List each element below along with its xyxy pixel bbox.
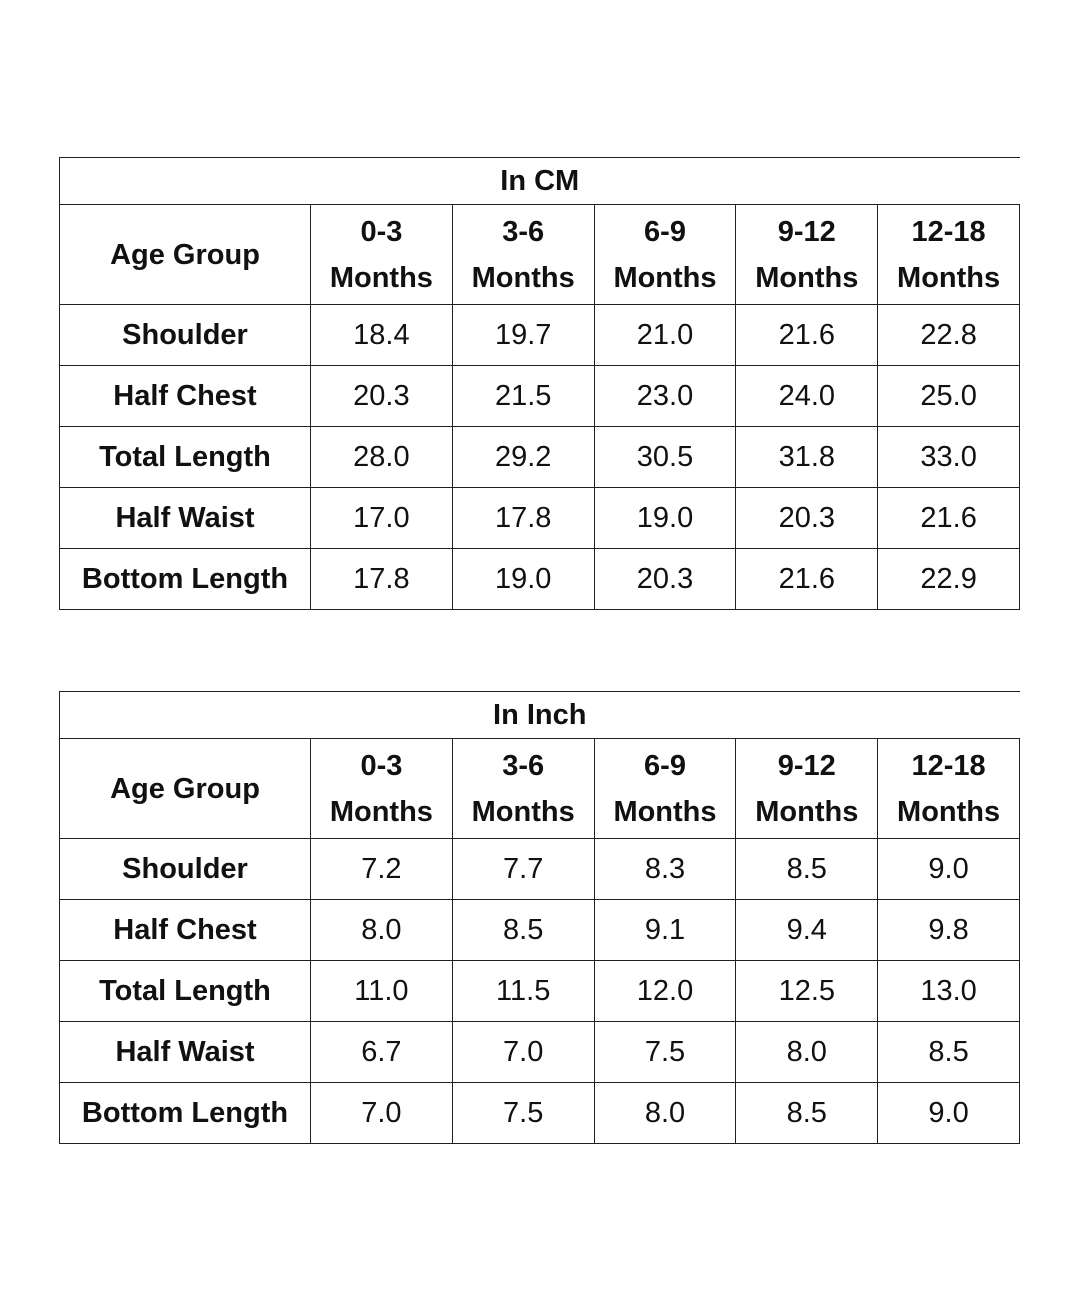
header-range: 6-9 [644, 215, 686, 248]
table-cell: 7.5 [452, 1083, 594, 1144]
table-row [60, 1022, 1020, 1083]
table-row [60, 961, 1020, 1022]
header-unit: Months [613, 795, 717, 828]
header-col-0-3 [311, 205, 453, 305]
table-cell: 20.3 [311, 366, 453, 427]
table-row [60, 305, 1020, 366]
header-range: 12-18 [911, 749, 986, 782]
table-cell: 8.0 [311, 900, 453, 961]
table-cell: 25.0 [878, 366, 1020, 427]
table-cell: 20.3 [594, 549, 736, 610]
header-col-12-18 [878, 739, 1020, 839]
row-label: Shoulder [60, 839, 311, 900]
header-unit: Months [613, 261, 717, 294]
table-row [60, 366, 1020, 427]
table-row [60, 488, 1020, 549]
header-range: 3-6 [502, 749, 545, 782]
size-table-inch [59, 691, 1020, 1144]
header-unit: Months [755, 795, 859, 828]
table-cell: 8.0 [736, 1022, 878, 1083]
table-cell: 30.5 [594, 427, 736, 488]
header-col-3-6 [452, 739, 594, 839]
header-range: 12-18 [911, 215, 986, 248]
table-cell: 7.0 [311, 1083, 453, 1144]
header-range: 6-9 [644, 749, 686, 782]
table-title: In CM [60, 158, 1020, 205]
header-col-0-3 [311, 739, 453, 839]
header-col-9-12 [736, 739, 878, 839]
row-label: Half Chest [60, 366, 311, 427]
row-label: Half Chest [60, 900, 311, 961]
table-cell: 23.0 [594, 366, 736, 427]
table-cell: 21.6 [878, 488, 1020, 549]
table-cell: 8.5 [736, 839, 878, 900]
table-cell: 21.0 [594, 305, 736, 366]
table-cell: 18.4 [311, 305, 453, 366]
table-cell: 9.4 [736, 900, 878, 961]
header-unit: Months [897, 795, 1001, 828]
table-cell: 19.0 [452, 549, 594, 610]
table-cell: 21.6 [736, 549, 878, 610]
row-label: Bottom Length [60, 549, 311, 610]
table-cell: 8.0 [594, 1083, 736, 1144]
table-cell: 21.5 [452, 366, 594, 427]
table-cell: 33.0 [878, 427, 1020, 488]
row-label: Half Waist [60, 1022, 311, 1083]
table-cell: 8.3 [594, 839, 736, 900]
table-cell: 19.0 [594, 488, 736, 549]
header-label-age-group: Age Group [60, 205, 311, 305]
table-row [60, 839, 1020, 900]
header-col-9-12 [736, 205, 878, 305]
table-cell: 12.0 [594, 961, 736, 1022]
table-cell: 29.2 [452, 427, 594, 488]
table-row [60, 549, 1020, 610]
table-cell: 7.0 [452, 1022, 594, 1083]
table-cell: 17.8 [311, 549, 453, 610]
table-cell: 22.9 [878, 549, 1020, 610]
table-cell: 17.0 [311, 488, 453, 549]
table-cell: 9.0 [878, 1083, 1020, 1144]
table-title: In Inch [60, 692, 1020, 739]
header-unit: Months [471, 261, 575, 294]
header-range: 9-12 [777, 749, 836, 782]
table-cell: 9.8 [878, 900, 1020, 961]
header-unit: Months [897, 261, 1001, 294]
table-row [60, 1083, 1020, 1144]
row-label: Total Length [60, 961, 311, 1022]
table-cell: 9.0 [878, 839, 1020, 900]
table-header-row [60, 739, 1020, 839]
table-cell: 7.5 [594, 1022, 736, 1083]
header-unit: Months [471, 795, 575, 828]
row-label: Half Waist [60, 488, 311, 549]
table-cell: 8.5 [878, 1022, 1020, 1083]
header-range: 9-12 [777, 215, 836, 248]
table-cell: 19.7 [452, 305, 594, 366]
header-range: 0-3 [360, 749, 403, 782]
table-cell: 28.0 [311, 427, 453, 488]
table-cell: 8.5 [452, 900, 594, 961]
table-cell: 21.6 [736, 305, 878, 366]
header-col-3-6 [452, 205, 594, 305]
table-cell: 11.5 [452, 961, 594, 1022]
table-cell: 24.0 [736, 366, 878, 427]
table-title-row [60, 692, 1020, 739]
row-label: Bottom Length [60, 1083, 311, 1144]
row-label: Shoulder [60, 305, 311, 366]
table-cell: 6.7 [311, 1022, 453, 1083]
header-col-12-18 [878, 205, 1020, 305]
table-cell: 17.8 [452, 488, 594, 549]
header-range: 3-6 [502, 215, 545, 248]
header-label-age-group: Age Group [60, 739, 311, 839]
table-cell: 13.0 [878, 961, 1020, 1022]
table-cell: 7.2 [311, 839, 453, 900]
row-label: Total Length [60, 427, 311, 488]
table-header-row [60, 205, 1020, 305]
header-col-6-9 [594, 739, 736, 839]
table-cell: 9.1 [594, 900, 736, 961]
header-range: 0-3 [360, 215, 403, 248]
header-unit: Months [329, 261, 433, 294]
table-cell: 31.8 [736, 427, 878, 488]
table-cell: 22.8 [878, 305, 1020, 366]
header-unit: Months [755, 261, 859, 294]
table-cell: 8.5 [736, 1083, 878, 1144]
header-unit: Months [329, 795, 433, 828]
table-cell: 7.7 [452, 839, 594, 900]
table-cell: 20.3 [736, 488, 878, 549]
table-row [60, 900, 1020, 961]
table-cell: 12.5 [736, 961, 878, 1022]
table-cell: 11.0 [311, 961, 453, 1022]
table-row [60, 427, 1020, 488]
header-col-6-9 [594, 205, 736, 305]
size-table-cm [59, 157, 1020, 610]
table-title-row [60, 158, 1020, 205]
